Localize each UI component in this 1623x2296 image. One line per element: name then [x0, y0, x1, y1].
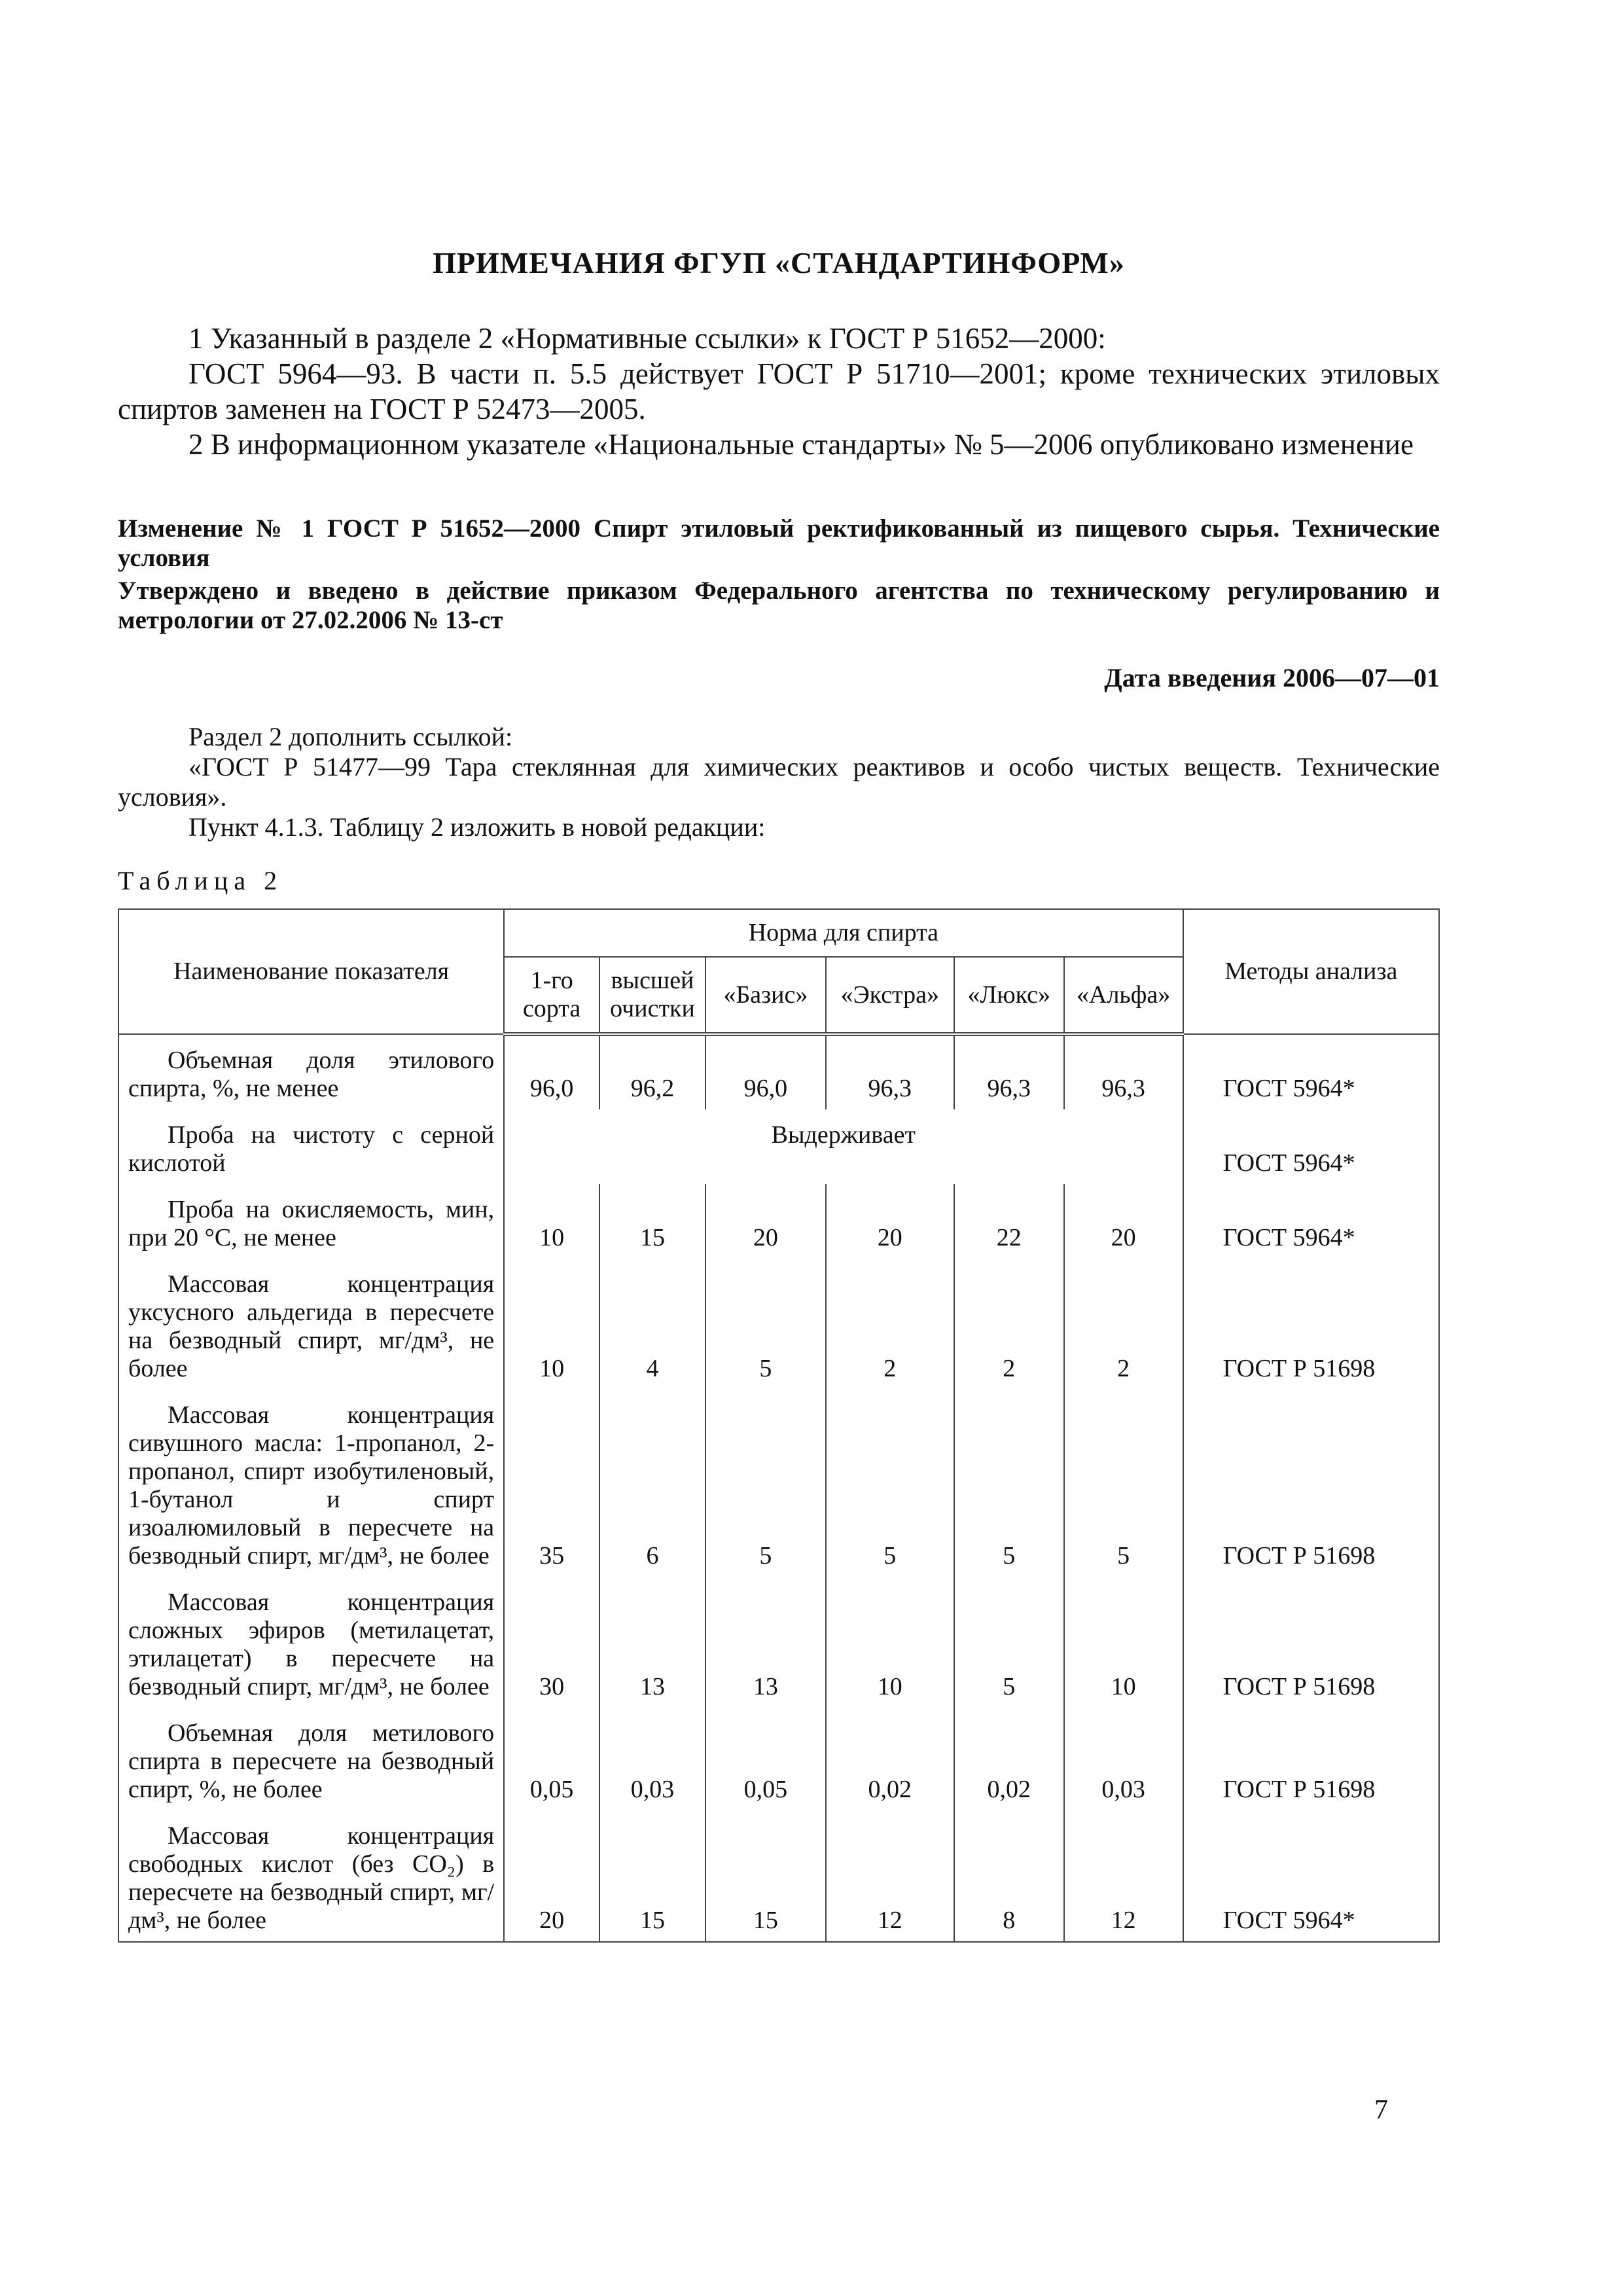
header-grade: высшей очистки: [599, 957, 705, 1034]
norm-value: 2: [954, 1259, 1064, 1390]
note-paragraph: 1 Указанный в разделе 2 «Нормативные ссылки» к ГОСТ Р 51652—2000:: [188, 322, 1106, 355]
table-row: [118, 1390, 1439, 1577]
norm-value: 6: [599, 1390, 705, 1577]
change-header: [118, 514, 1440, 638]
norm-value: 4: [599, 1259, 705, 1390]
method-cell: ГОСТ 5964*: [1183, 1184, 1439, 1259]
body-paragraph: Пункт 4.1.3. Таблицу 2 изложить в новой редакции:: [188, 812, 766, 842]
notes-title: ПРИМЕЧАНИЯ ФГУП «СТАНДАРТИНФОРМ»: [433, 246, 1125, 279]
norm-value: 10: [504, 1259, 599, 1390]
change-heading: Изменение № 1 ГОСТ Р 51652—2000 Спирт этиловый ректификованный из пищевого сырья. Технические условия: [118, 514, 1440, 572]
norm-value: 20: [504, 1810, 599, 1942]
body-paragraph: Раздел 2 дополнить ссылкой:: [188, 722, 513, 751]
table-body: [118, 1034, 1439, 1942]
norm-value: 96,3: [954, 1034, 1064, 1109]
header-grade: «Экстра»: [826, 957, 954, 1034]
method-cell: ГОСТ 5964*: [1183, 1034, 1439, 1109]
spec-table: [118, 908, 1440, 1943]
norm-value: 20: [826, 1184, 954, 1259]
norm-value: 15: [599, 1184, 705, 1259]
norm-value: 96,3: [826, 1034, 954, 1109]
notes-section: [118, 321, 1440, 462]
indicator-name: Проба на чистоту с серной кислотой: [118, 1109, 504, 1184]
effective-date: Дата введения 2006—07—01: [1104, 663, 1440, 692]
change-body: [118, 722, 1440, 842]
norm-value: 0,02: [826, 1708, 954, 1810]
norm-value: 13: [599, 1577, 705, 1708]
header-name: Наименование показателя: [118, 909, 504, 1034]
indicator-name: Массовая концентрация сивушного масла: 1-пропанол, 2-пропанол, спирт изобутиленовый, 1-бутанол и спирт изоалюмиловый в пересчете на безводный спирт, мг/дм³, не более: [118, 1390, 504, 1577]
norm-value: 20: [705, 1184, 826, 1259]
norm-value: 12: [1064, 1810, 1183, 1942]
method-cell: ГОСТ Р 51698: [1183, 1577, 1439, 1708]
norm-value: 35: [504, 1390, 599, 1577]
table-caption: Таблица 2: [118, 866, 283, 895]
norm-value: 5: [1064, 1390, 1183, 1577]
norm-value: 15: [705, 1810, 826, 1942]
norm-value: 96,3: [1064, 1034, 1183, 1109]
note-paragraph: ГОСТ 5964—93. В части п. 5.5 действует ГОСТ Р 51710—2001; кроме технических этиловых спиртов заменен на ГОСТ Р 52473—2005.: [118, 357, 1440, 425]
method-cell: ГОСТ 5964*: [1183, 1810, 1439, 1942]
change-approval: Утверждено и введено в действие приказом Федерального агентства по техническому регулированию и метрологии от 27.02.2006 № 13-ст: [118, 577, 1440, 634]
norm-value: 15: [599, 1810, 705, 1942]
indicator-name: Объемная доля метилового спирта в пересчете на безводный спирт, %, не более: [118, 1708, 504, 1810]
indicator-name: Массовая концентрация сложных эфиров (метилацетат, этилацетат) в пересчете на безводный спирт, мг/дм³, не более: [118, 1577, 504, 1708]
norm-value: 0,02: [954, 1708, 1064, 1810]
norm-value: 30: [504, 1577, 599, 1708]
table-row: [118, 1810, 1439, 1942]
norm-value: 10: [504, 1184, 599, 1259]
norm-value: 0,03: [1064, 1708, 1183, 1810]
indicator-name: Массовая концентрация уксусного альдегида в пересчете на безводный спирт, мг/дм³, не более: [118, 1259, 504, 1390]
body-paragraph: «ГОСТ Р 51477—99 Тара стеклянная для химических реактивов и особо чистых веществ. Технические условия».: [118, 752, 1440, 812]
header-grade: «Люкс»: [954, 957, 1064, 1034]
norm-value: 10: [1064, 1577, 1183, 1708]
header-grade: «Альфа»: [1064, 957, 1183, 1034]
method-cell: ГОСТ Р 51698: [1183, 1259, 1439, 1390]
norm-value: 20: [1064, 1184, 1183, 1259]
table-header-row: [118, 909, 1439, 957]
table-row: [118, 1109, 1439, 1184]
norm-value: 96,0: [705, 1034, 826, 1109]
norm-value: 5: [705, 1390, 826, 1577]
norm-value: 2: [1064, 1259, 1183, 1390]
norm-value: 5: [954, 1390, 1064, 1577]
norm-value: 8: [954, 1810, 1064, 1942]
norm-value: 5: [826, 1390, 954, 1577]
norm-value: 0,03: [599, 1708, 705, 1810]
norm-value: 5: [954, 1577, 1064, 1708]
norm-value: 0,05: [705, 1708, 826, 1810]
norm-value: 0,05: [504, 1708, 599, 1810]
method-cell: ГОСТ Р 51698: [1183, 1390, 1439, 1577]
page-number: 7: [1374, 2095, 1388, 2125]
norm-value: 10: [826, 1577, 954, 1708]
table-row: [118, 1577, 1439, 1708]
header-methods: Методы анализа: [1183, 909, 1439, 1034]
norm-value: 96,0: [504, 1034, 599, 1109]
merged-norm-cell: Выдерживает: [504, 1109, 1183, 1184]
indicator-name: Объемная доля этилового спирта, %, не менее: [118, 1034, 504, 1109]
norm-value: 22: [954, 1184, 1064, 1259]
norm-value: 5: [705, 1259, 826, 1390]
table-row: [118, 1184, 1439, 1259]
norm-value: 2: [826, 1259, 954, 1390]
table-row: [118, 1708, 1439, 1810]
table-row: [118, 1259, 1439, 1390]
header-grade: «Базис»: [705, 957, 826, 1034]
method-cell: ГОСТ 5964*: [1183, 1109, 1439, 1184]
table-row: [118, 1034, 1439, 1109]
note-paragraph: 2 В информационном указателе «Национальные стандарты» № 5—2006 опубликовано изменение: [188, 428, 1414, 461]
method-cell: ГОСТ Р 51698: [1183, 1708, 1439, 1810]
indicator-name: Массовая концентрация свободных кислот (без СО₂) в пересчете на безводный спирт, мг/дм³, не более: [118, 1810, 504, 1942]
header-grade: 1-го сорта: [504, 957, 599, 1034]
norm-value: 96,2: [599, 1034, 705, 1109]
norm-value: 13: [705, 1577, 826, 1708]
norm-value: 12: [826, 1810, 954, 1942]
indicator-name: Проба на окисляемость, мин, при 20 °С, не менее: [118, 1184, 504, 1259]
header-norm: Норма для спирта: [504, 909, 1183, 957]
